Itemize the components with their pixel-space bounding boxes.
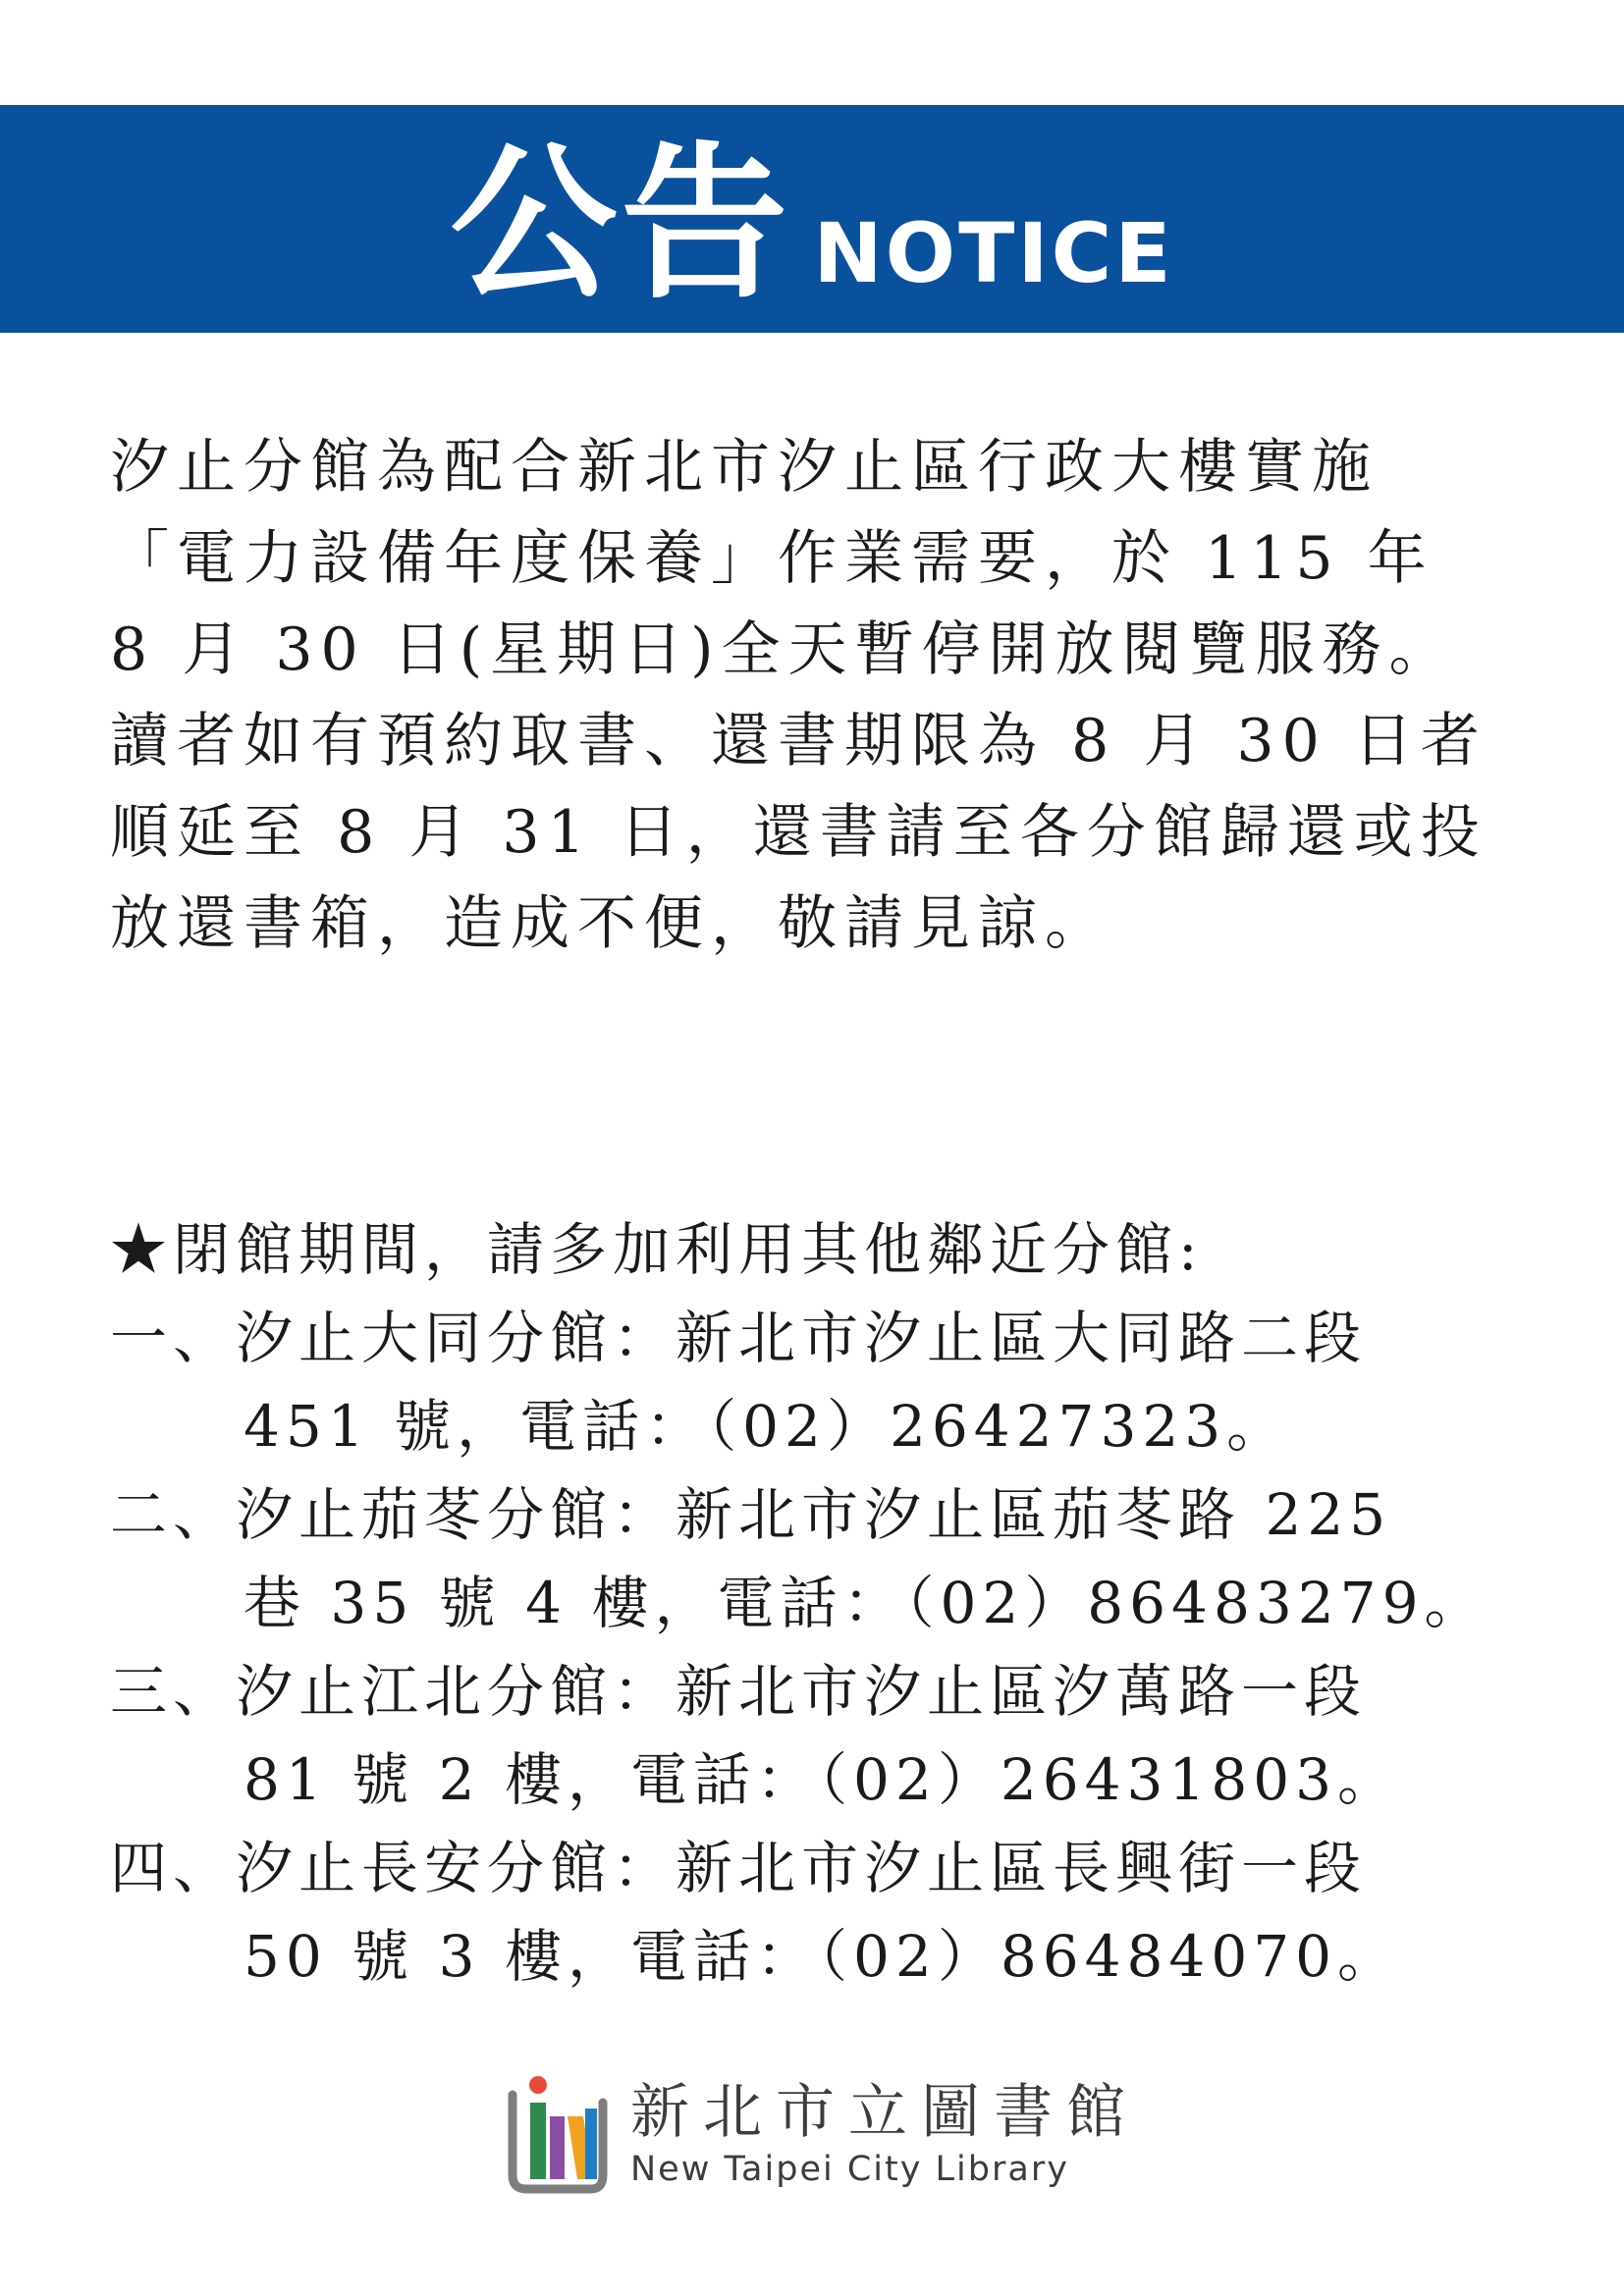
library-logo: [499, 2073, 1139, 2201]
branch-item-changan: [110, 1824, 1524, 2001]
library-name-zh: 新北市立圖書館: [630, 2077, 1139, 2147]
title-zh: 公告: [450, 128, 792, 322]
library-logo-icon: [499, 2073, 615, 2201]
body-line: 放還書箱，造成不便，敬請見諒。: [110, 889, 1111, 958]
body-line: 8 月 30 日(星期日)全天暫停開放閱覽服務。: [110, 615, 1456, 684]
branch-address-phone: 451 號，電話：（02）26427323。: [244, 1393, 1290, 1460]
branch-list-heading: ★閉館期間，請多加利用其他鄰近分館:: [110, 1216, 1204, 1283]
body-line: 「電力設備年度保養」作業需要，於 115 年: [110, 524, 1435, 593]
body-line: 汐止分館為配合新北市汐止區行政大樓實施: [110, 433, 1379, 502]
branch-item-datong: [110, 1294, 1524, 1470]
branch-address-phone: 81 號 2 樓，電話：（02）26431803。: [244, 1746, 1401, 1813]
branch-name-address: 二、汐止茄苳分館：新北市汐止區茄苳路 225: [110, 1481, 1392, 1548]
library-name-en: New Taipei City Library: [630, 2149, 1069, 2189]
library-name: [630, 2077, 1139, 2193]
banner-title: [450, 128, 1174, 322]
branch-address-phone: 50 號 3 樓，電話：（02）86484070。: [244, 1923, 1401, 1990]
notice-body: [110, 422, 1524, 970]
branch-name-address: 四、汐止長安分館：新北市汐止區長興街一段: [110, 1835, 1368, 1901]
branch-name-address: 一、汐止大同分館：新北市汐止區大同路二段: [110, 1305, 1368, 1371]
body-line: 順延至 8 月 31 日，還書請至各分館歸還或投: [110, 798, 1488, 867]
branch-list: [110, 1205, 1524, 2001]
branch-item-jiadong: [110, 1470, 1524, 1647]
title-en: NOTICE: [813, 205, 1174, 301]
branch-name-address: 三、汐止江北分館：新北市汐止區汐萬路一段: [110, 1658, 1368, 1725]
body-line: 讀者如有預約取書、還書期限為 8 月 30 日者: [110, 707, 1488, 775]
notice-banner: [0, 105, 1624, 333]
branch-item-jiangbei: [110, 1647, 1524, 1824]
branch-address-phone: 巷 35 號 4 樓，電話：（02）86483279。: [244, 1570, 1488, 1636]
